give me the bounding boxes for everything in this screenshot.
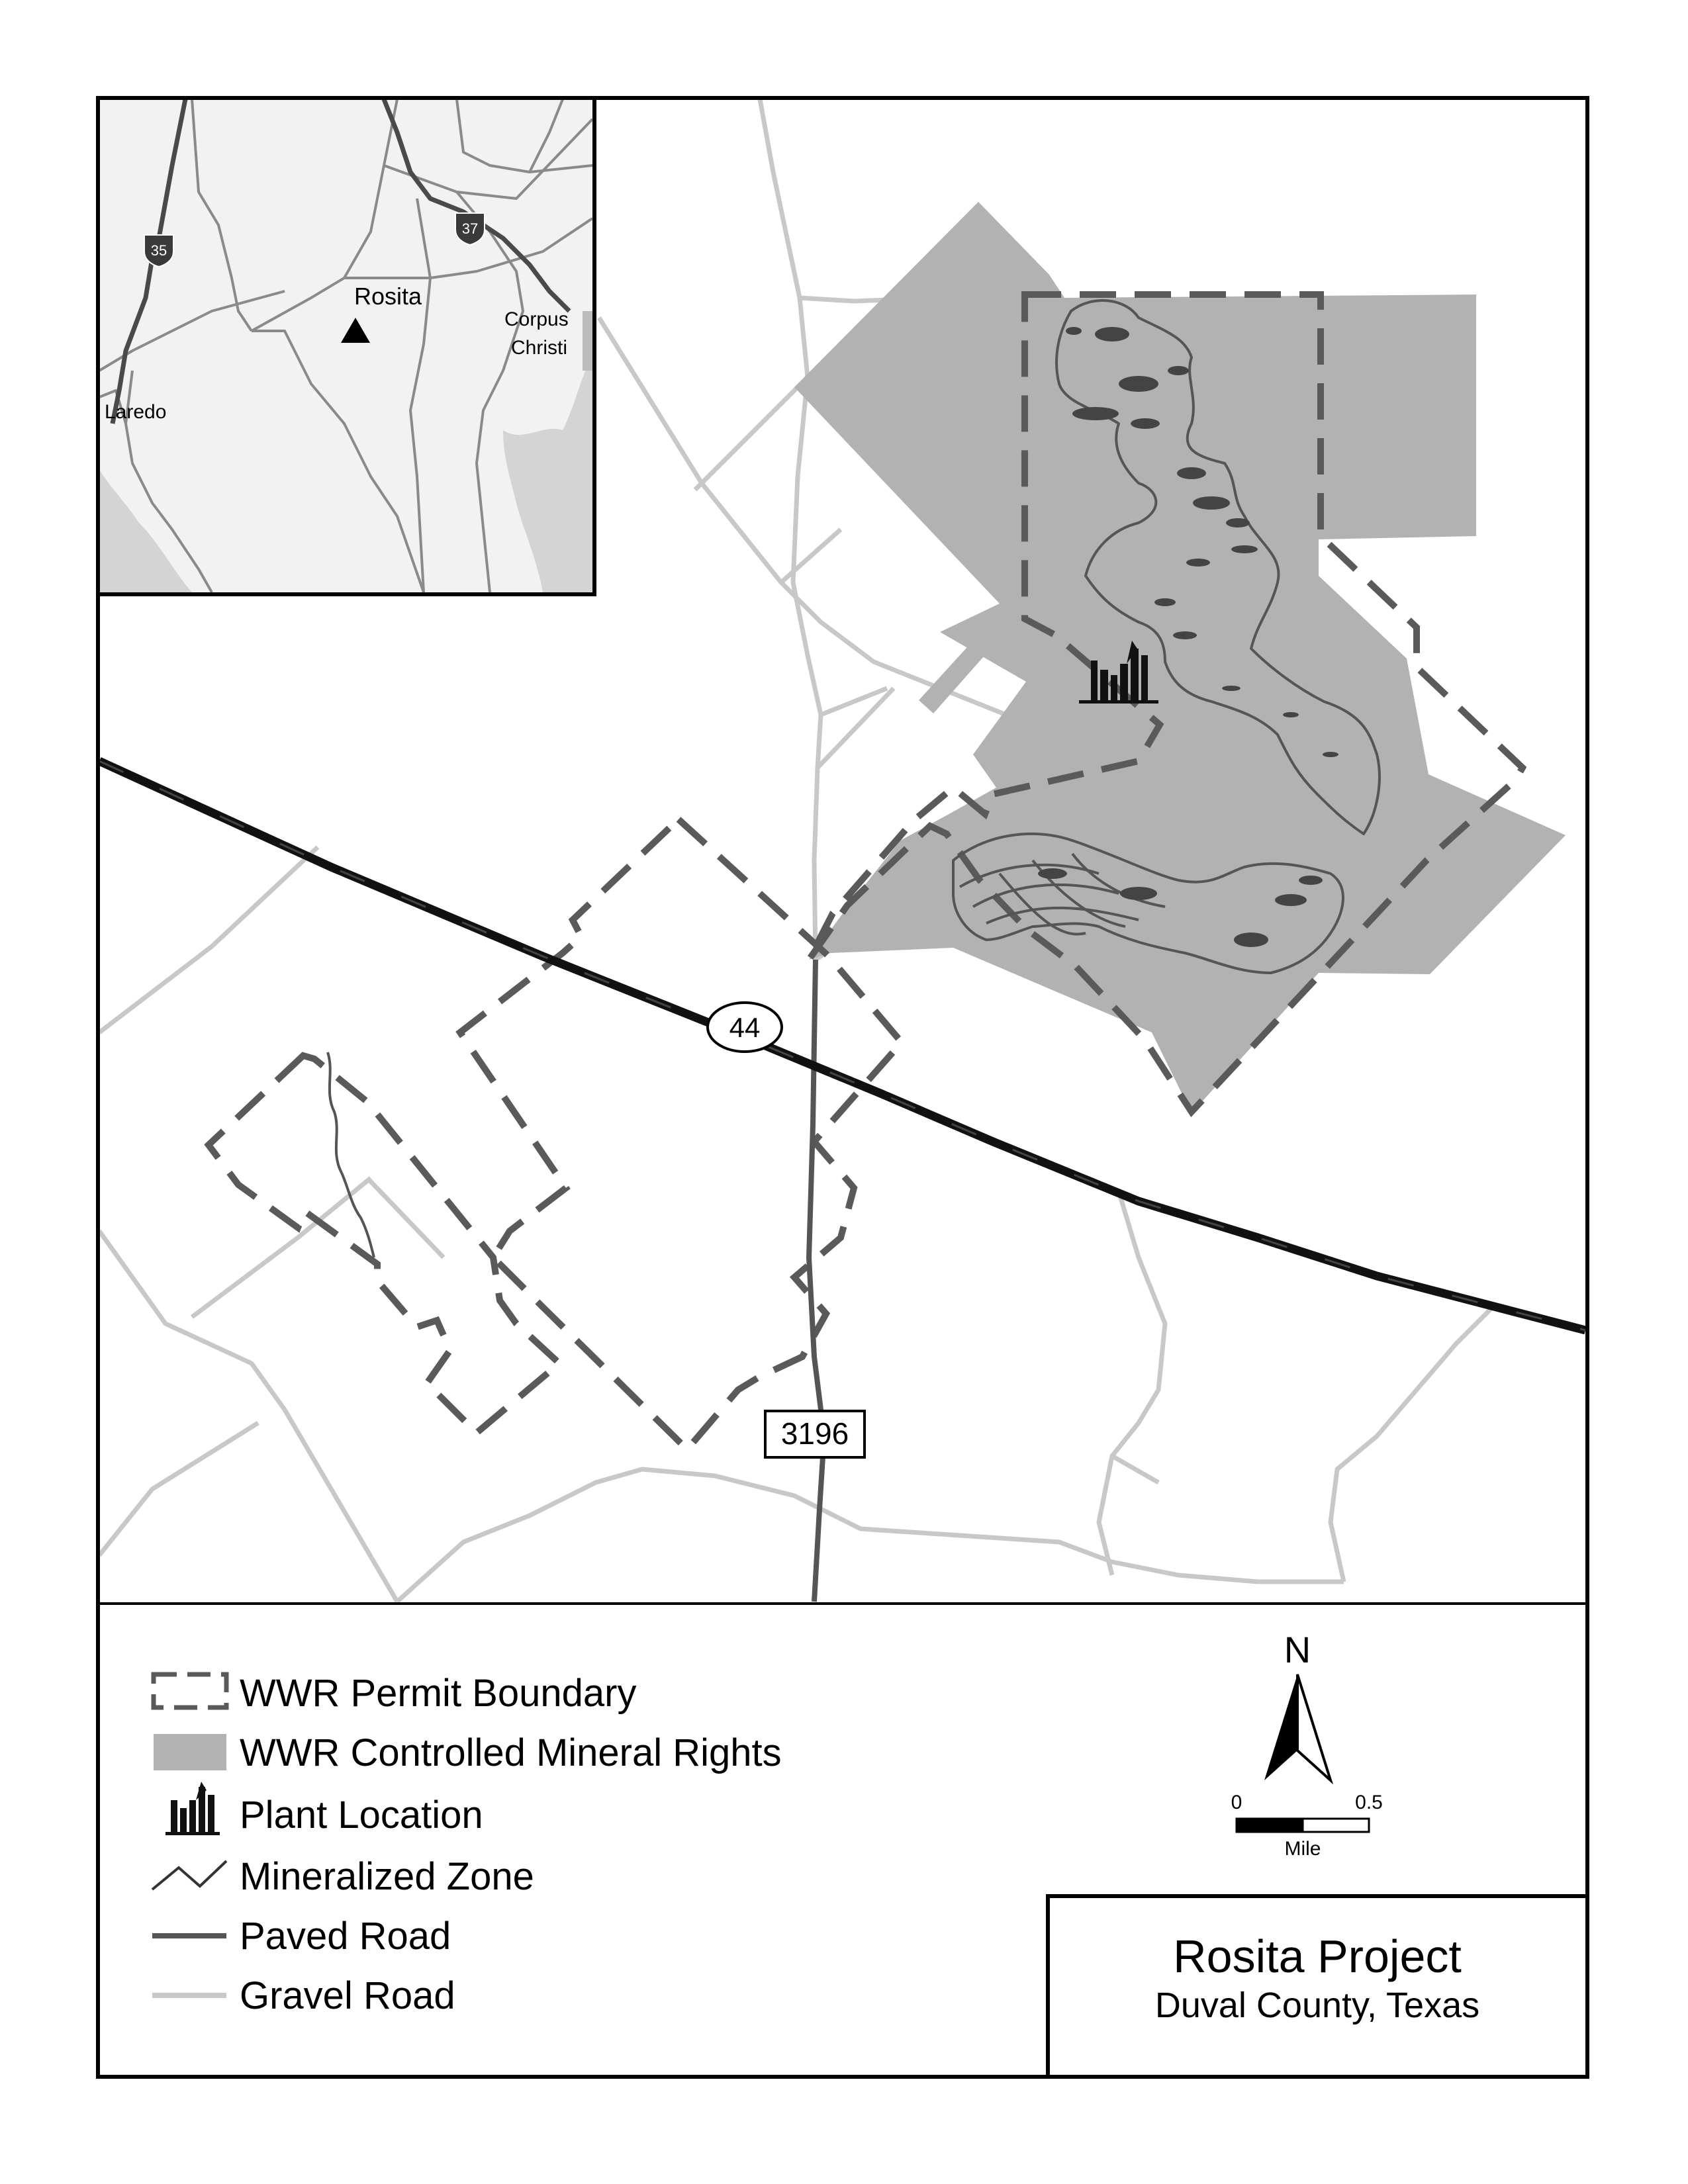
scale-bar-start: 0 [1231,1792,1243,1813]
north-arrow-icon [1264,1629,1331,1780]
legend-label-paved-road: Paved Road [240,1915,451,1958]
legend-symbol-plant-icon [165,1782,220,1835]
legend-symbol-zigzag-line-icon [152,1861,226,1889]
legend-symbol-gray-fill-icon [154,1734,226,1770]
inset-label-rosita: Rosita [354,283,422,310]
legend-symbol-dashed-box-icon [154,1674,226,1707]
scale-bar [1231,1792,1383,1860]
legend-label-plant-location: Plant Location [240,1794,483,1837]
legend-label-mineralized-zone: Mineralized Zone [240,1855,534,1898]
inset-label-corpus: Corpus [504,308,569,330]
interstate-37-shield [455,213,485,245]
inset-label-christi: Christi [511,337,568,359]
highway-44-label: 44 [729,1012,761,1043]
farm-road-3196-label: 3196 [780,1416,849,1451]
legend [152,1672,782,2017]
map-subtitle: Duval County, Texas [1154,1985,1480,2025]
farm-road-3196-shield [765,1411,865,1457]
legend-label-mineral-rights: WWR Controlled Mineral Rights [240,1731,782,1774]
interstate-37-label: 37 [461,220,479,237]
scale-bar-unit: Mile [1284,1838,1321,1860]
inset-map [98,98,594,594]
legend-label-gravel-road: Gravel Road [240,1974,455,2017]
interstate-35-shield [144,235,173,267]
map-title: Rosita Project [1173,1931,1462,1982]
inset-water-bay [583,311,592,371]
title-block [1048,1896,1587,2077]
north-arrow-letter: N [1284,1629,1311,1670]
highway-44-shield [708,1003,782,1052]
legend-label-permit-boundary: WWR Permit Boundary [240,1672,637,1715]
scale-bar-end: 0.5 [1355,1792,1383,1813]
inset-label-laredo: Laredo [105,401,167,423]
main-map [98,98,1587,1604]
interstate-35-label: 35 [150,242,167,259]
